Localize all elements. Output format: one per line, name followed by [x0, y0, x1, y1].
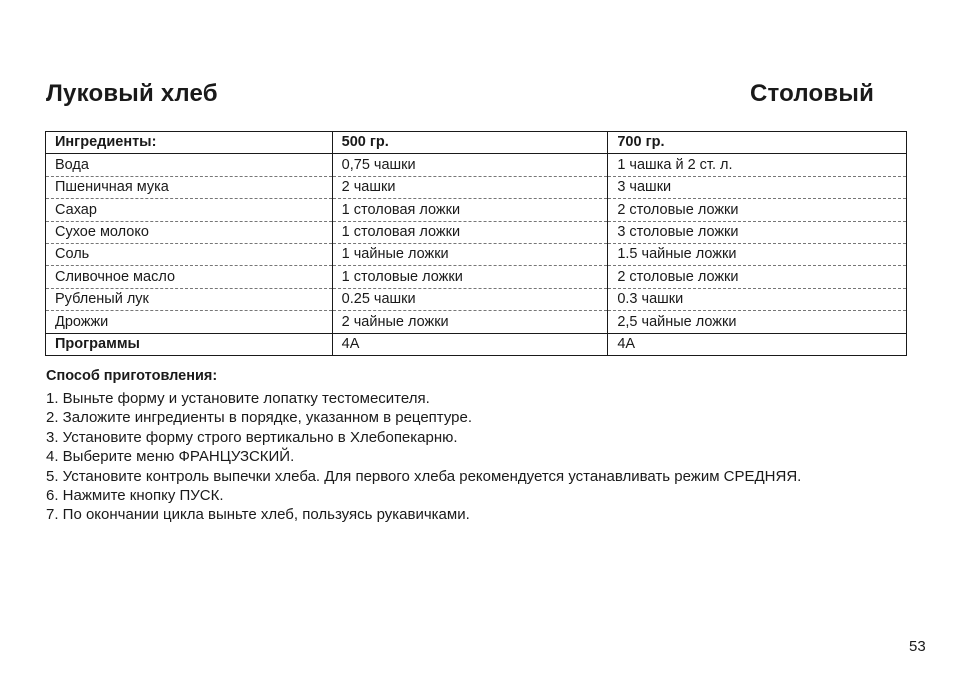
amount-500g: 1 столовая ложки [332, 199, 608, 221]
amount-700g: 2 столовые ложки [608, 266, 907, 288]
ingredient-name: Рубленый лук [46, 288, 333, 310]
method-step: 5. Установите контроль выпечки хлеба. Для первого хлеба рекомендуется устанавливать режим СРЕДНЯЯ. [46, 467, 802, 485]
page-number: 53 [909, 638, 926, 655]
header-500g: 500 гр. [332, 132, 608, 154]
amount-500g: 1 столовая ложки [332, 221, 608, 243]
header-ingredients: Ингредиенты: [46, 132, 333, 154]
table-row [46, 221, 907, 243]
method-step: 6. Нажмите кнопку ПУСК. [46, 486, 224, 504]
amount-700g: 1 чашка й 2 ст. л. [608, 154, 907, 176]
table-row [46, 199, 907, 221]
recipe-category: Столовый [750, 80, 875, 107]
table-row [46, 243, 907, 265]
program-row [46, 333, 907, 355]
method-step: 2. Заложите ингредиенты в порядке, указанном в рецептуре. [46, 409, 473, 427]
amount-500g: 1 чайные ложки [332, 243, 608, 265]
ingredient-name: Вода [46, 154, 333, 176]
method-heading: Способ приготовления: [46, 368, 218, 384]
amount-700g: 0.3 чашки [608, 288, 907, 310]
table-row [46, 311, 907, 333]
table-row [46, 288, 907, 310]
amount-500g: 1 столовые ложки [332, 266, 608, 288]
ingredient-name: Сахар [46, 199, 333, 221]
ingredient-name: Сухое молоко [46, 221, 333, 243]
ingredient-name: Сливочное масло [46, 266, 333, 288]
table-row [46, 154, 907, 176]
method-step: 1. Выньте форму и установите лопатку тестомесителя. [46, 390, 430, 407]
method-step: 4. Выберите меню ФРАНЦУЗСКИЙ. [46, 448, 295, 466]
method-step: 7. По окончании цикла выньте хлеб, пользуясь рукавичками. [46, 506, 470, 524]
ingredients-table [45, 131, 907, 356]
amount-500g: 0,75 чашки [332, 154, 608, 176]
amount-700g: 2 столовые ложки [608, 199, 907, 221]
amount-700g: 2,5 чайные ложки [608, 311, 907, 333]
program-500g: 4A [332, 333, 608, 355]
method-steps [46, 389, 801, 525]
ingredient-name: Дрожжи [46, 311, 333, 333]
header-700g: 700 гр. [608, 132, 907, 154]
amount-500g: 2 чашки [332, 176, 608, 198]
program-label: Программы [46, 333, 333, 355]
table-row [46, 176, 907, 198]
method-step: 3. Установите форму строго вертикально в Хлебопекарню. [46, 428, 458, 446]
amount-700g: 3 столовые ложки [608, 221, 907, 243]
ingredient-name: Соль [46, 243, 333, 265]
amount-700g: 1.5 чайные ложки [608, 243, 907, 265]
table-header-row [46, 132, 907, 154]
recipe-title: Луковый хлеб [46, 80, 218, 107]
program-700g: 4A [608, 333, 907, 355]
amount-500g: 2 чайные ложки [332, 311, 608, 333]
amount-500g: 0.25 чашки [332, 288, 608, 310]
table-row [46, 266, 907, 288]
ingredient-name: Пшеничная мука [46, 176, 333, 198]
amount-700g: 3 чашки [608, 176, 907, 198]
